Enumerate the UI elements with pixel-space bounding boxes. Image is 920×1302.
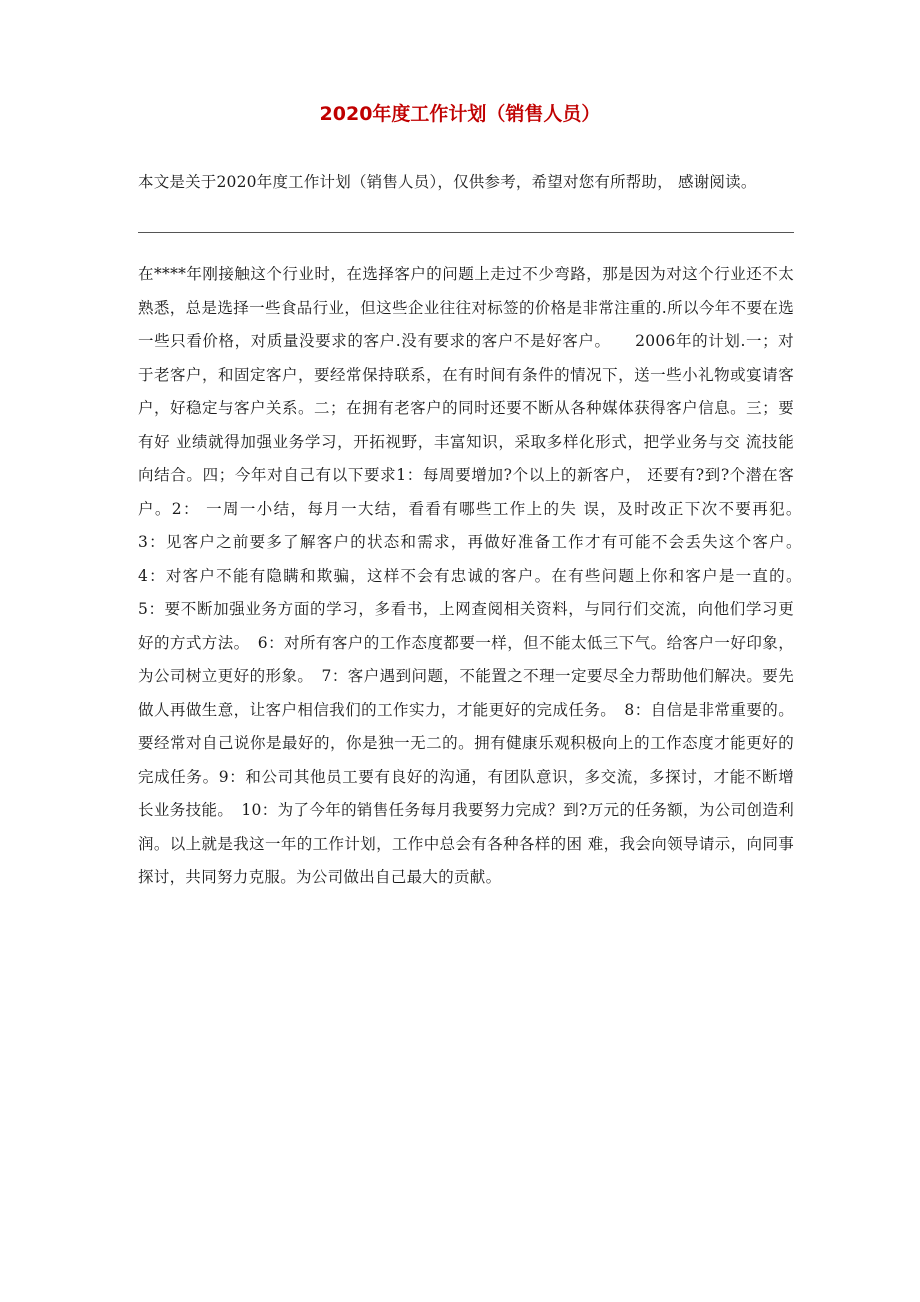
document-title: 2020年度工作计划（销售人员） bbox=[319, 103, 601, 125]
divider-line bbox=[138, 232, 794, 233]
intro-paragraph: 本文是关于2020年度工作计划（销售人员），仅供参考，希望对您有所帮助， 感谢阅读。 bbox=[138, 173, 757, 191]
body-paragraph: 在****年刚接触这个行业时，在选择客户的问题上走过不少弯路，那是因为对这个行业还不太熟悉，总是选择一些食品行业，但这些企业往往对标签的价格是非常注重的.所以今年不要在选一些只看价格，对质量没要求的客户.没有要求的客户不是好客户。 2006年的计划.一；对于老客户，和固定客户，要经常保持联系，在有时间有条件的情况下，送一些小礼物或宴请客户，好稳定与客户关系。二；在拥有老客户的同时还要不断从各种媒体获得客户信息。三；要有好 业绩就得加强业务学习，开拓视野，丰富知识，采取多样化形式，把学业务与交 流技能向结合。四；今年对自己有以下要求1：每周要增加?个以上的新客户， 还要有?到?个潜在客户。2： 一周一小结，每月一大结，看看有哪些工作上的失 误，及时改正下次不要再犯。 3：见客户之前要多了解客户的状态和需求，再做好准备工作才有可能不会丢失这个客户。 4：对客户不能有隐瞒和欺骗，这样不会有忠诚的客户。在有些问题上你和客户是一直的。 5：要不断加强业务方面的学习，多看书，上网查阅相关资料，与同行们交流，向他们学习更好的方式方法。 6：对所有客户的工作态度都要一样，但不能太低三下气。给客户一好印象，为公司树立更好的形象。 7：客户遇到问题，不能置之不理一定要尽全力帮助他们解决。要先做人再做生意，让客户相信我们的工作实力，才能更好的完成任务。 8：自信是非常重要的。要经常对自己说你是最好的，你是独一无二的。拥有健康乐观积极向上的工作态度才能更好的完成任务。9：和公司其他员工要有良好的沟通，有团队意识，多交流，多探讨，才能不断增长业务技能。 10：为了今年的销售任务每月我要努力完成？到?万元的任务额，为公司创造利润。以上就是我这一年的工作计划，工作中总会有各种各样的困 难，我会向领导请示，向同事探讨，共同努力克服。为公司做出自己最大的贡献。 bbox=[138, 265, 826, 886]
